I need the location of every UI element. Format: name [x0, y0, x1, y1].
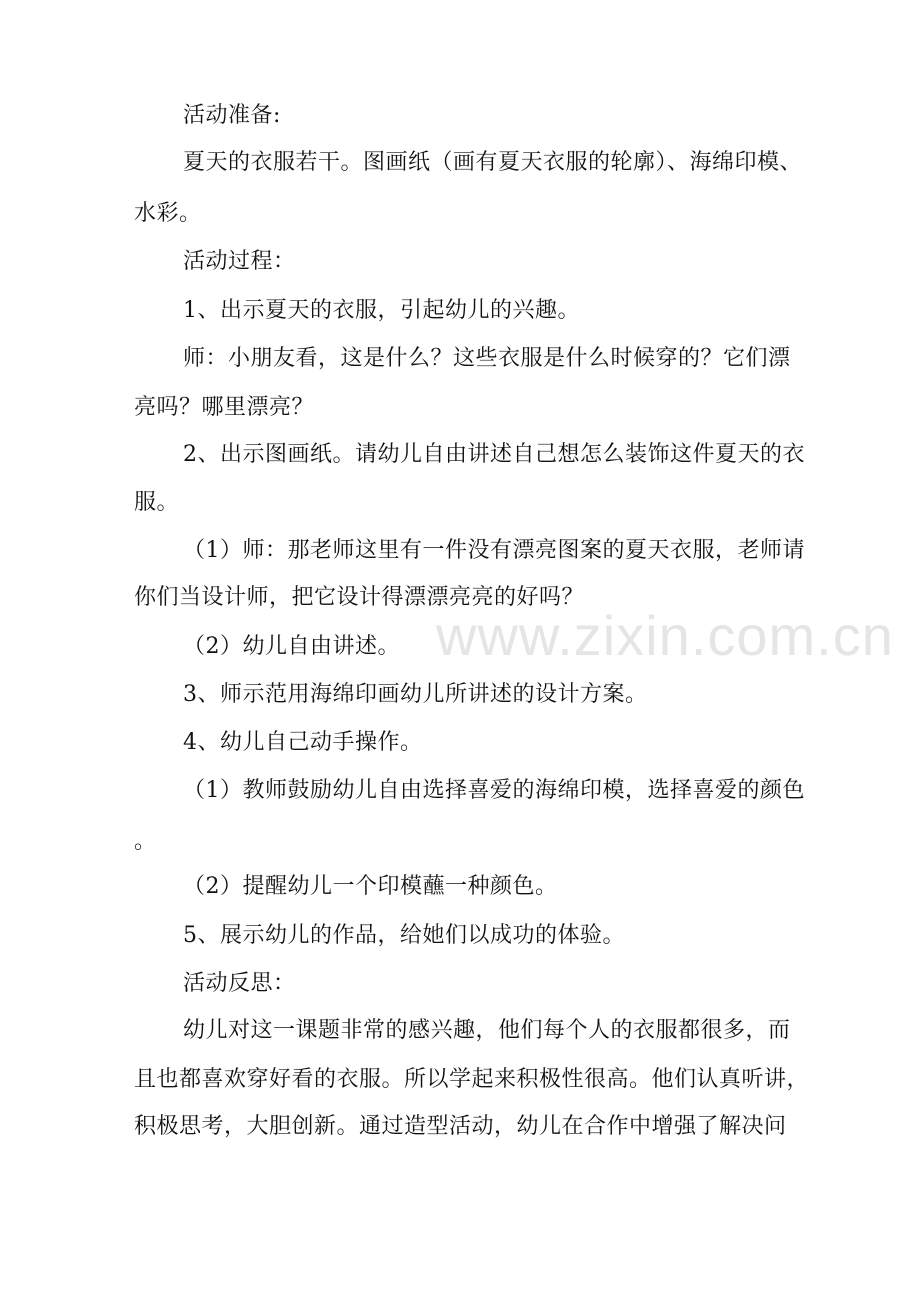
- text-line: 活动过程：: [183, 249, 296, 274]
- text-line: （2）提醒幼儿一个印模蘸一种颜色。: [183, 874, 558, 899]
- watermark: www.zixin.com.cn: [436, 604, 894, 667]
- text-line: 服。: [134, 490, 180, 515]
- text-line: （1）教师鼓励幼儿自由选择喜爱的海绵印模，选择喜爱的颜色: [183, 778, 805, 803]
- text-line: （2）幼儿自由讲述。: [183, 634, 400, 659]
- text-line: 亮吗？哪里漂亮？: [134, 395, 315, 420]
- text-line: 1、出示夏天的衣服，引起幼儿的兴趣。: [183, 298, 580, 323]
- text-line: （1）师：那老师这里有一件没有漂亮图案的夏天衣服，老师请: [183, 538, 805, 563]
- text-line: 活动反思：: [183, 971, 296, 996]
- text-line: 幼儿对这一课题非常的感兴趣，他们每个人的衣服都很多，而: [183, 1018, 791, 1043]
- text-line: 积极思考，大胆创新。通过造型活动，幼儿在合作中增强了解决问: [134, 1114, 787, 1139]
- text-line: 水彩。: [134, 201, 202, 226]
- text-line: 夏天的衣服若干。图画纸（画有夏天衣服的轮廓）、海绵印模、: [183, 150, 803, 175]
- text-line: 活动准备:: [183, 103, 281, 128]
- text-line: 5、展示幼儿的作品，给她们以成功的体验。: [183, 923, 625, 948]
- text-line: 4、幼儿自己动手操作。: [183, 730, 423, 755]
- text-line: 。: [134, 829, 157, 854]
- text-line: 你们当设计师，把它设计得漂漂亮亮的好吗？: [134, 585, 585, 610]
- text-line: 师：小朋友看，这是什么？这些衣服是什么时候穿的？它们漂: [183, 346, 791, 371]
- text-line: 3、师示范用海绵印画幼儿所讲述的设计方案。: [183, 682, 648, 707]
- text-line: 且也都喜欢穿好看的衣服。所以学起来积极性很高。他们认真听讲，: [134, 1067, 810, 1092]
- text-line: 2、出示图画纸。请幼儿自由讲述自己想怎么装饰这件夏天的衣: [183, 442, 805, 467]
